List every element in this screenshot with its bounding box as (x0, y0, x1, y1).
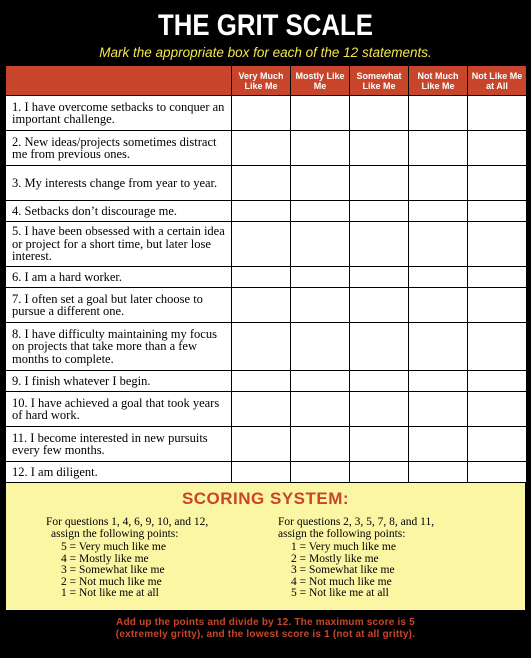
footer-line-2: (extremely gritty), and the lowest score is 1 (not at all gritty). (115, 629, 416, 640)
question-text: 3. My interests change from year to year. (6, 166, 232, 201)
scoring-left-point: 1 = Not like me at all (61, 587, 159, 599)
answer-box[interactable] (409, 427, 468, 462)
question-text: 8. I have difficulty maintaining my focus on projects that take more than a few months to complete. (6, 323, 232, 371)
column-header-mostly: Mostly Like Me (291, 66, 350, 96)
scoring-right-intro-2: assign the following points: (278, 527, 406, 540)
answer-box[interactable] (409, 462, 468, 483)
answer-box[interactable] (232, 201, 291, 222)
table-row (6, 267, 527, 288)
scoring-right-point: 3 = Somewhat like me (291, 564, 395, 576)
answer-box[interactable] (350, 462, 409, 483)
answer-box[interactable] (409, 166, 468, 201)
scoring-left-point: 4 = Mostly like me (61, 552, 149, 565)
table-row (6, 323, 527, 371)
answer-box[interactable] (232, 392, 291, 427)
answer-box[interactable] (468, 166, 527, 201)
answer-box[interactable] (409, 323, 468, 371)
answer-box[interactable] (291, 427, 350, 462)
subtitle: Mark the appropriate box for each of the 12 statements. (99, 45, 432, 60)
answer-box[interactable] (350, 288, 409, 323)
scoring-left-point: 2 = Not much like me (61, 575, 162, 588)
answer-box[interactable] (409, 96, 468, 131)
answer-box[interactable] (232, 166, 291, 201)
answer-box[interactable] (468, 96, 527, 131)
table-row (6, 392, 527, 427)
answer-box[interactable] (409, 371, 468, 392)
answer-box[interactable] (468, 462, 527, 483)
question-text: 9. I finish whatever I begin. (6, 371, 232, 392)
question-text: 5. I have been obsessed with a certain idea or project for a short time, but later lose interest. (6, 222, 232, 267)
scoring-right-point: 2 = Mostly like me (291, 552, 379, 565)
question-text: 12. I am diligent. (6, 462, 232, 483)
table-row (6, 222, 527, 267)
scoring-left-point: 5 = Very much like me (61, 541, 166, 553)
answer-box[interactable] (291, 166, 350, 201)
header (5, 5, 526, 65)
column-header-not-at-all: Not Like Me at All (468, 66, 527, 96)
answer-box[interactable] (291, 131, 350, 166)
table-row (6, 131, 527, 166)
answer-box[interactable] (350, 427, 409, 462)
answer-box[interactable] (409, 222, 468, 267)
answer-box[interactable] (232, 462, 291, 483)
answer-box[interactable] (409, 201, 468, 222)
question-text: 1. I have overcome setbacks to conquer an important challenge. (6, 96, 232, 131)
answer-box[interactable] (291, 462, 350, 483)
scoring-panel (5, 483, 526, 610)
answer-box[interactable] (409, 392, 468, 427)
answer-box[interactable] (232, 288, 291, 323)
question-text: 4. Setbacks don’t discourage me. (6, 201, 232, 222)
question-text: 2. New ideas/projects sometimes distract me from previous ones. (6, 131, 232, 166)
answer-box[interactable] (468, 201, 527, 222)
table-row (6, 288, 527, 323)
scoring-left-intro: For questions 1, 4, 6, 9, 10, and 12, (46, 516, 209, 528)
answer-box[interactable] (232, 323, 291, 371)
answer-box[interactable] (350, 166, 409, 201)
answer-box[interactable] (350, 222, 409, 267)
answer-box[interactable] (350, 201, 409, 222)
question-text: 7. I often set a goal but later choose to pursue a different one. (6, 288, 232, 323)
answer-box[interactable] (232, 371, 291, 392)
answer-box[interactable] (468, 222, 527, 267)
question-text: 6. I am a hard worker. (6, 267, 232, 288)
question-text: 10. I have achieved a goal that took years of hard work. (6, 392, 232, 427)
answer-box[interactable] (409, 267, 468, 288)
answer-box[interactable] (291, 323, 350, 371)
table-row (6, 166, 527, 201)
answer-box[interactable] (350, 323, 409, 371)
answer-box[interactable] (409, 131, 468, 166)
answer-box[interactable] (291, 267, 350, 288)
answer-box[interactable] (291, 222, 350, 267)
answer-box[interactable] (468, 323, 527, 371)
question-column-header (6, 66, 232, 96)
footer-line-1: Add up the points and divide by 12. The maximum score is 5 (116, 617, 415, 628)
answer-box[interactable] (468, 427, 527, 462)
scoring-right-point: 5 = Not like me at all (291, 587, 389, 599)
scoring-right-column (278, 517, 518, 600)
scoring-left-intro-2: assign the following points: (51, 527, 179, 540)
answer-box[interactable] (468, 131, 527, 166)
answer-box[interactable] (350, 267, 409, 288)
scoring-left-column (46, 517, 276, 600)
answer-box[interactable] (468, 371, 527, 392)
answer-box[interactable] (291, 96, 350, 131)
scoring-right-point: 1 = Very much like me (291, 541, 396, 553)
table-row (6, 371, 527, 392)
answer-box[interactable] (350, 392, 409, 427)
answer-box[interactable] (232, 96, 291, 131)
answer-box[interactable] (232, 427, 291, 462)
table-row (6, 427, 527, 462)
answer-box[interactable] (291, 288, 350, 323)
answer-box[interactable] (232, 267, 291, 288)
page-title: THE GRIT SCALE (157, 9, 373, 42)
answer-box[interactable] (350, 131, 409, 166)
column-header-somewhat: Somewhat Like Me (350, 66, 409, 96)
scoring-heading: SCORING SYSTEM: (181, 489, 350, 508)
answer-box[interactable] (468, 288, 527, 323)
answer-box[interactable] (409, 288, 468, 323)
answer-box[interactable] (468, 267, 527, 288)
table-row (6, 462, 527, 483)
answer-box[interactable] (468, 392, 527, 427)
answer-box[interactable] (291, 201, 350, 222)
footer-instructions (5, 610, 526, 648)
grit-table (5, 65, 527, 483)
table-row (6, 201, 527, 222)
column-header-not-much: Not Much Like Me (409, 66, 468, 96)
answer-box[interactable] (350, 96, 409, 131)
answer-box[interactable] (291, 392, 350, 427)
answer-box[interactable] (232, 131, 291, 166)
question-text: 11. I become interested in new pursuits every few months. (6, 427, 232, 462)
scoring-right-intro: For questions 2, 3, 5, 7, 8, and 11, (278, 516, 435, 528)
answer-box[interactable] (291, 371, 350, 392)
answer-box[interactable] (232, 222, 291, 267)
scoring-right-point: 4 = Not much like me (291, 575, 392, 588)
table-row (6, 96, 527, 131)
answer-box[interactable] (350, 371, 409, 392)
scoring-left-point: 3 = Somewhat like me (61, 564, 165, 576)
column-header-very-much: Very Much Like Me (232, 66, 291, 96)
column-header-row (6, 66, 527, 96)
